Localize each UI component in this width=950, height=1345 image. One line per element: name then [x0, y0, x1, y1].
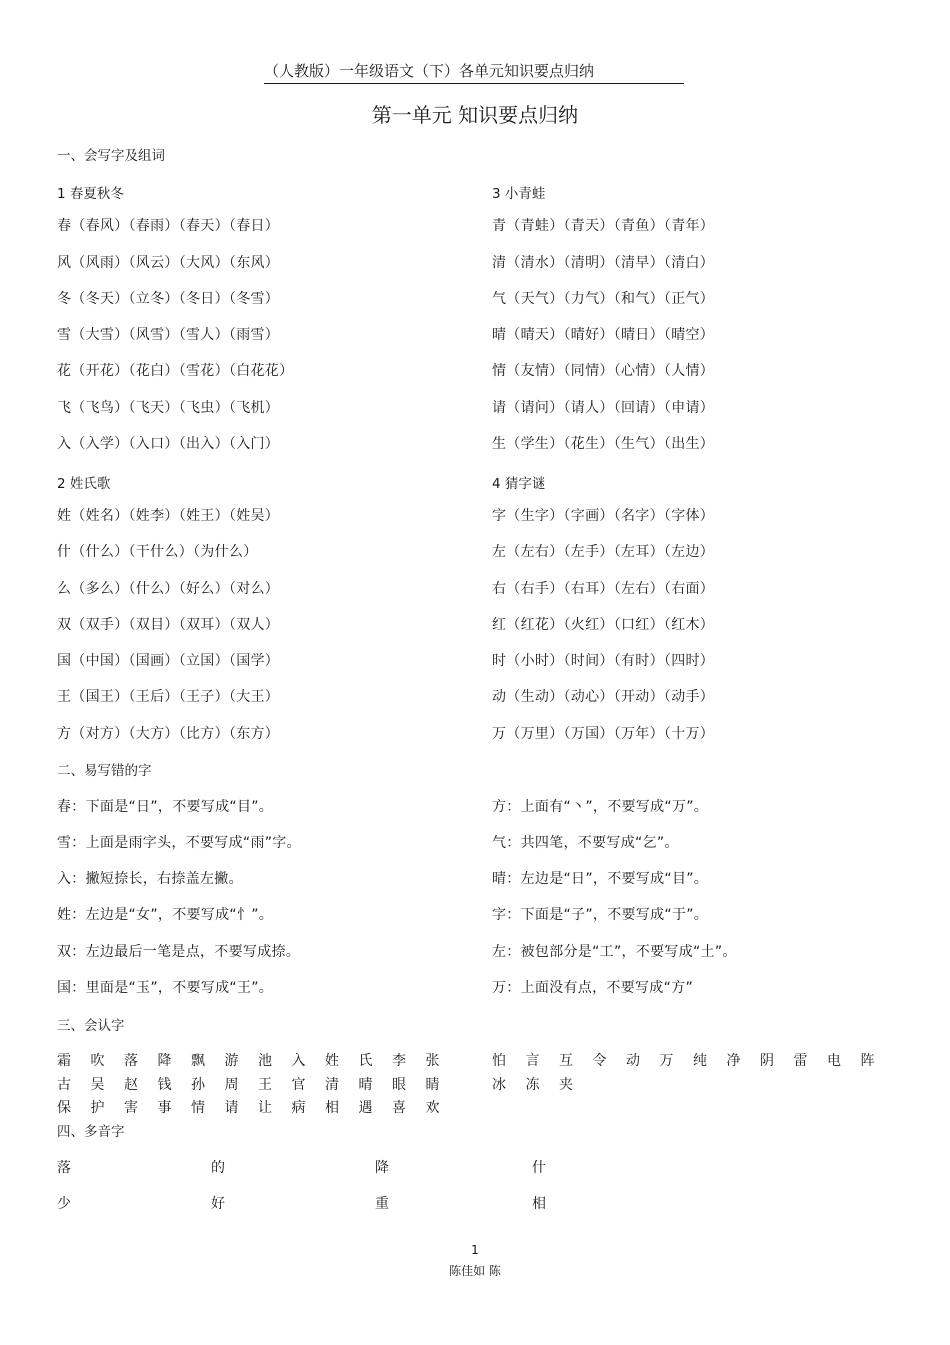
recognize-chars-line	[57, 1050, 459, 1070]
word-row: 右（右手）（右耳）（左右）（右面）	[492, 581, 715, 597]
section-heading: 三、会认字	[57, 1018, 125, 1034]
word-row: 清（清水）（清明）（清早）（清白）	[492, 255, 715, 271]
word-row: 王（国王）（王后）（王子）（大王）	[57, 689, 280, 705]
section-heading: 一、会写字及组词	[57, 148, 165, 164]
polyphone-char: 少	[57, 1196, 71, 1212]
char: 令	[592, 1053, 607, 1069]
error-note: 万：上面没有点，不要写成“方”	[492, 980, 694, 996]
char: 病	[291, 1100, 306, 1116]
word-row: 花（开花）（花白）（雪花）（白花花）	[57, 363, 294, 379]
recognize-chars-line	[492, 1074, 593, 1094]
char: 游	[224, 1053, 239, 1069]
section-heading: 四、多音字	[57, 1124, 125, 1140]
char: 孙	[191, 1077, 205, 1093]
word-row: 红（红花）（火红）（口红）（红木）	[492, 617, 715, 633]
word-row: 生（学生）（花生）（生气）（出生）	[492, 436, 715, 452]
char: 周	[224, 1077, 239, 1093]
char: 护	[90, 1100, 105, 1116]
char: 电	[827, 1053, 841, 1069]
char: 阴	[760, 1053, 774, 1069]
char: 冰	[492, 1077, 506, 1093]
word-row: 情（友情）（同情）（心情）（人情）	[492, 363, 715, 379]
char: 霜	[57, 1053, 71, 1069]
word-row: 冬（冬天）（立冬）（冬日）（冬雪）	[57, 291, 280, 307]
word-row: 青（青蛙）（青天）（青鱼）（青年）	[492, 218, 715, 234]
error-note: 春：下面是“日”，不要写成“目”。	[57, 799, 274, 815]
page-number: 1	[471, 1243, 479, 1257]
error-note: 字：下面是“子”，不要写成“于”。	[492, 907, 709, 923]
polyphone-char: 什	[532, 1160, 546, 1176]
polyphone-char: 的	[211, 1160, 225, 1176]
word-row: 国（中国）（国画）（立国）（国学）	[57, 653, 280, 669]
polyphone-char: 好	[211, 1196, 225, 1212]
word-row: 双（双手）（双目）（双耳）（双人）	[57, 617, 280, 633]
document-title: （人教版）一年级语文（下）各单元知识要点归纳	[264, 60, 684, 84]
char: 李	[392, 1053, 406, 1069]
char: 害	[124, 1100, 138, 1116]
char: 雷	[793, 1053, 808, 1069]
lesson-title: 4 猜字谜	[492, 476, 546, 492]
char: 情	[191, 1100, 205, 1116]
char: 万	[659, 1053, 674, 1069]
char: 钱	[157, 1077, 172, 1093]
char: 欢	[425, 1100, 440, 1116]
word-row: 动（生动）（动心）（开动）（动手）	[492, 689, 715, 705]
char: 王	[258, 1077, 272, 1093]
error-note: 气：共四笔，不要写成“乞”。	[492, 835, 679, 851]
polyphone-char: 落	[57, 1160, 71, 1176]
word-row: 雪（大雪）（风雪）（雪人）（雨雪）	[57, 327, 280, 343]
char: 纯	[693, 1053, 707, 1069]
char: 池	[258, 1053, 272, 1069]
lesson-title: 2 姓氏歌	[57, 476, 111, 492]
error-note: 左：被包部分是“工”，不要写成“土”。	[492, 944, 737, 960]
word-row: 万（万里）（万国）（万年）（十万）	[492, 726, 715, 742]
char: 落	[124, 1053, 138, 1069]
error-note: 方：上面有“丶”，不要写成“万”。	[492, 799, 709, 815]
char: 夹	[559, 1077, 573, 1093]
error-note: 入：撇短捺长，右捺盖左撇。	[57, 871, 243, 887]
word-row: 春（春风）（春雨）（春天）（春日）	[57, 218, 280, 234]
char: 眼	[392, 1077, 406, 1093]
word-row: 请（请问）（请人）（回请）（申请）	[492, 400, 715, 416]
char: 官	[291, 1077, 306, 1093]
word-row: 风（风雨）（风云）（大风）（东风）	[57, 255, 280, 271]
word-row: 飞（飞鸟）（飞天）（飞虫）（飞机）	[57, 400, 280, 416]
char: 事	[157, 1100, 172, 1116]
char: 飘	[191, 1053, 205, 1069]
char: 赵	[124, 1077, 138, 1093]
word-row: 晴（晴天）（晴好）（晴日）（晴空）	[492, 327, 715, 343]
word-row: 时（小时）（时间）（有时）（四时）	[492, 653, 715, 669]
char: 张	[425, 1053, 440, 1069]
error-note: 姓：左边是“女”，不要写成“忄”。	[57, 907, 274, 923]
char: 请	[224, 1100, 239, 1116]
char: 让	[258, 1100, 272, 1116]
error-note: 晴：左边是“日”，不要写成“目”。	[492, 871, 709, 887]
char: 古	[57, 1077, 71, 1093]
char: 晴	[358, 1077, 373, 1093]
char: 动	[626, 1053, 640, 1069]
section-heading: 二、易写错的字	[57, 763, 152, 779]
word-row: 入（入学）（入口）（出入）（入门）	[57, 436, 280, 452]
word-row: 么（多么）（什么）（好么）（对么）	[57, 581, 280, 597]
recognize-chars-line	[57, 1074, 459, 1094]
char: 睛	[425, 1077, 440, 1093]
char: 氏	[358, 1053, 373, 1069]
word-row: 方（对方）（大方）（比方）（东方）	[57, 726, 280, 742]
char: 吹	[90, 1053, 105, 1069]
polyphone-char: 降	[375, 1160, 389, 1176]
recognize-chars-line	[492, 1050, 894, 1070]
char: 入	[291, 1053, 306, 1069]
char: 净	[726, 1053, 741, 1069]
char: 阵	[860, 1053, 875, 1069]
recognize-chars-line	[57, 1097, 459, 1117]
char: 降	[157, 1053, 172, 1069]
error-note: 国：里面是“玉”，不要写成“王”。	[57, 980, 274, 996]
word-row: 左（左右）（左手）（左耳）（左边）	[492, 544, 715, 560]
polyphone-char: 相	[532, 1196, 546, 1212]
char: 喜	[392, 1100, 406, 1116]
char: 互	[559, 1053, 573, 1069]
word-row: 姓（姓名）（姓李）（姓王）（姓吴）	[57, 508, 280, 524]
footer-author: 陈佳如 陈	[449, 1264, 501, 1278]
lesson-title: 1 春夏秋冬	[57, 186, 124, 202]
word-row: 字（生字）（字画）（名字）（字体）	[492, 508, 715, 524]
char: 怕	[492, 1053, 506, 1069]
char: 遇	[358, 1100, 373, 1116]
polyphone-char: 重	[375, 1196, 389, 1212]
char: 保	[57, 1100, 71, 1116]
unit-title: 第一单元 知识要点归纳	[371, 103, 579, 127]
lesson-title: 3 小青蛙	[492, 186, 546, 202]
error-note: 雪：上面是雨字头，不要写成“雨”字。	[57, 835, 301, 851]
char: 清	[325, 1077, 339, 1093]
char: 冻	[525, 1077, 540, 1093]
error-note: 双：左边最后一笔是点，不要写成捺。	[57, 944, 301, 960]
word-row: 什（什么）（干什么）（为什么）	[57, 544, 258, 560]
char: 吴	[90, 1077, 105, 1093]
char: 言	[525, 1053, 540, 1069]
char: 相	[325, 1100, 339, 1116]
char: 姓	[325, 1053, 339, 1069]
word-row: 气（天气）（力气）（和气）（正气）	[492, 291, 715, 307]
